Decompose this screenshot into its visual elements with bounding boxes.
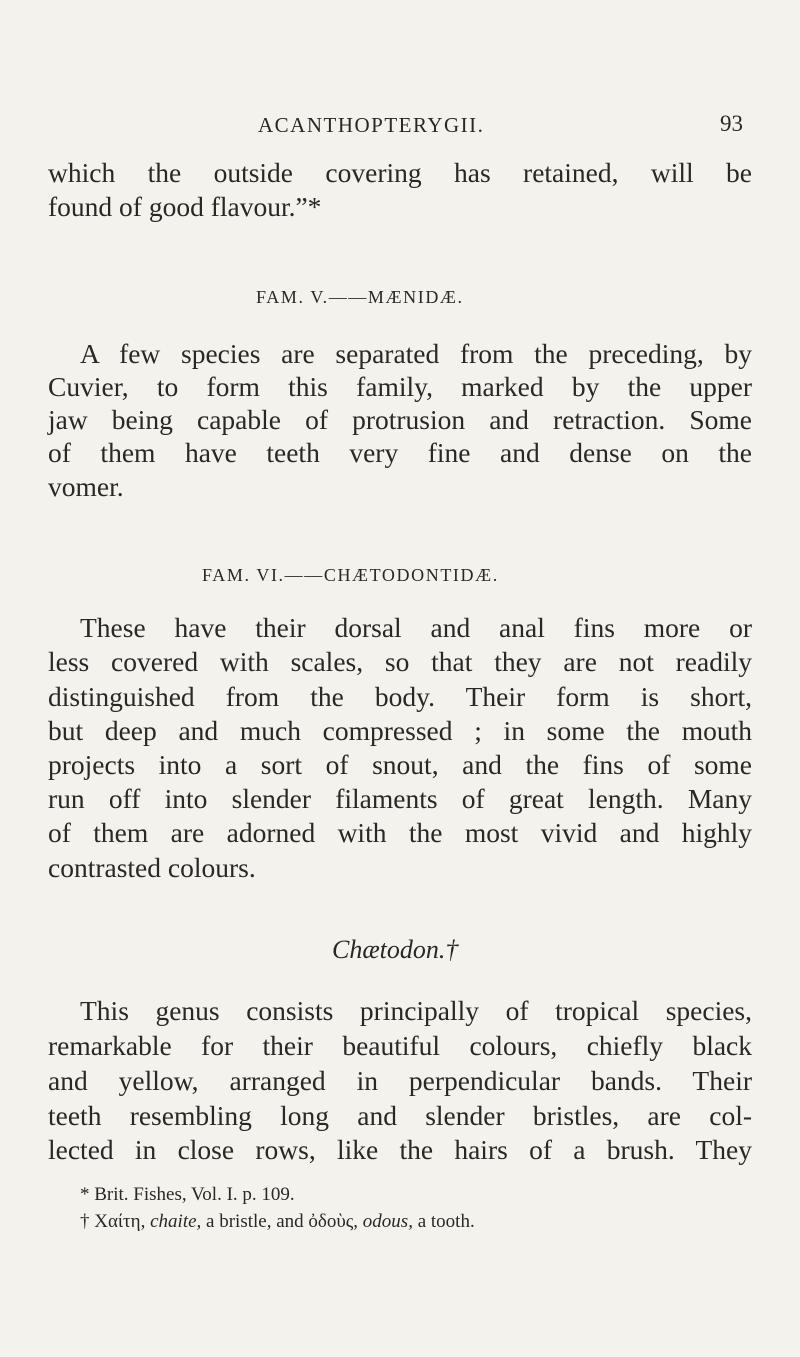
text-line: lected in close rows, like the hairs of a brush. They xyxy=(48,1134,752,1165)
text-line: contrasted colours. xyxy=(48,852,256,883)
text-line: These have their dorsal and anal fins more or xyxy=(80,612,752,643)
greek-word: Χαίτη, xyxy=(94,1211,146,1232)
text-line: remarkable for their beautiful colours, chiefly black xyxy=(48,1030,752,1061)
latin-transliteration: chaite, xyxy=(150,1211,202,1232)
text-line: projects into a sort of snout, and the fins of some xyxy=(48,749,752,780)
text-line: This genus consists principally of tropical species, xyxy=(80,995,752,1026)
footnote-2 xyxy=(80,1210,475,1234)
genus-heading: Chætodon.† xyxy=(332,935,459,964)
latin-transliteration: odous, xyxy=(362,1211,413,1232)
text-line: of them have teeth very fine and dense on the xyxy=(48,437,752,468)
text-line: jaw being capable of protrusion and retraction. Some xyxy=(48,404,752,435)
text-line: but deep and much compressed ; in some the mouth xyxy=(48,715,752,746)
text-line: found of good flavour.”* xyxy=(48,191,322,222)
text-line: A few species are separated from the preceding, by xyxy=(80,338,752,369)
running-title: ACANTHOPTERYGII. xyxy=(258,113,485,137)
text-line: of them are adorned with the most vivid and highly xyxy=(48,817,752,848)
page-number: 93 xyxy=(720,111,743,136)
footnote-1: * Brit. Fishes, Vol. I. p. 109. xyxy=(80,1184,295,1205)
text-line: which the outside covering has retained, will be xyxy=(48,157,752,188)
text-line: distinguished from the body. Their form is short, xyxy=(48,681,752,712)
text-line: less covered with scales, so that they are not readily xyxy=(48,646,752,677)
footnote-mark: † xyxy=(80,1211,90,1232)
section-heading-maenidae: FAM. V.——MÆNIDÆ. xyxy=(256,287,464,307)
text-line: run off into slender filaments of great length. Many xyxy=(48,783,752,814)
text-line: and yellow, arranged in perpendicular bands. Their xyxy=(48,1065,752,1096)
text-line: vomer. xyxy=(48,471,124,502)
footnote-text: a bristle, and xyxy=(206,1211,304,1232)
running-head xyxy=(0,113,800,143)
footnote-text: a tooth. xyxy=(417,1211,475,1232)
greek-word: ὀδοὺς, xyxy=(308,1211,359,1232)
text-line: Cuvier, to form this family, marked by the upper xyxy=(48,371,752,402)
text-line: teeth resembling long and slender bristles, are col- xyxy=(48,1100,752,1131)
section-heading-chaetodontidae: FAM. VI.——CHÆTODONTIDÆ. xyxy=(202,565,499,585)
